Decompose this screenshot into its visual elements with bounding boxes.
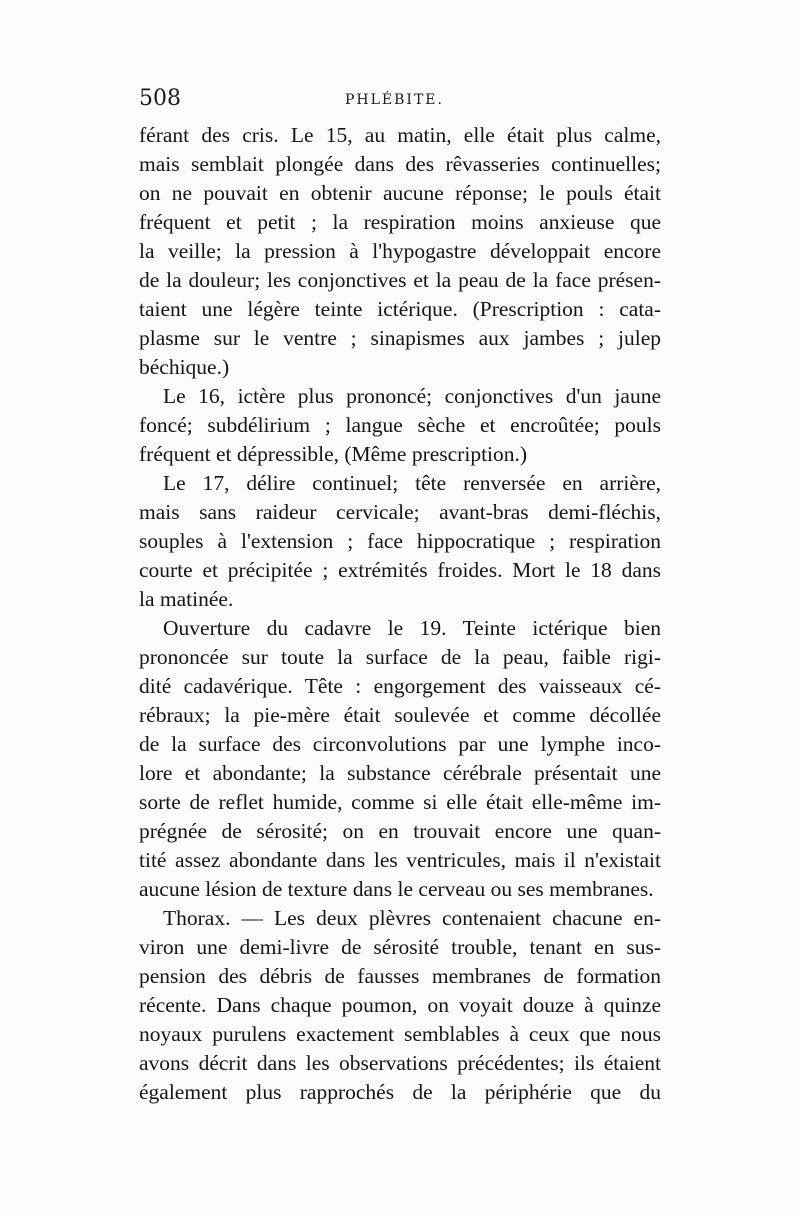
text-line: férant des cris. Le 15, au matin, elle était plus calme,	[139, 123, 661, 147]
text-line: prégnée de sérosité; on en trouvait encore une quan-	[139, 819, 661, 843]
text-line: la veille; la pression à l'hypogastre développait encore	[139, 239, 661, 263]
text-line: rébraux; la pie-mère était soulevée et comme décollée	[139, 703, 661, 727]
text-line: aucune lésion de texture dans le cerveau ou ses membranes.	[139, 877, 654, 901]
text-line: fréquent et petit ; la respiration moins anxieuse que	[139, 210, 661, 234]
paragraph-first-line: Le 17, délire continuel; tête renversée en arrière,	[163, 471, 661, 495]
page-header	[139, 86, 661, 120]
text-line: avons décrit dans les observations précédentes; ils étaient	[139, 1051, 661, 1075]
text-line: plasme sur le ventre ; sinapismes aux jambes ; julep	[139, 326, 661, 350]
text-line: béchique.)	[139, 355, 230, 379]
paragraph-first-line: Ouverture du cadavre le 19. Teinte ictérique bien	[163, 616, 661, 640]
text-line: noyaux purulens exactement semblables à ceux que nous	[139, 1022, 661, 1046]
text-line: récente. Dans chaque poumon, on voyait douze à quinze	[139, 993, 661, 1017]
text-line: mais semblait plongée dans des rêvasseries continuelles;	[139, 152, 661, 176]
text-line: fréquent et dépressible, (Même prescription.)	[139, 442, 528, 466]
running-head: PHLÉBITE.	[345, 92, 444, 108]
text-line: taient une légère teinte ictérique. (Prescription : cata-	[139, 297, 661, 321]
paragraph-first-line: Thorax. — Les deux plèvres contenaient chacune en-	[163, 906, 661, 930]
paragraph-first-line: Le 16, ictère plus prononcé; conjonctives d'un jaune	[163, 384, 661, 408]
text-line: mais sans raideur cervicale; avant-bras demi-fléchis,	[139, 500, 661, 524]
text-line: courte et précipitée ; extrémités froides. Mort le 18 dans	[139, 558, 661, 582]
text-line: de la surface des circonvolutions par une lymphe inco-	[139, 732, 661, 756]
text-line: lore et abondante; la substance cérébrale présentait une	[139, 761, 661, 785]
text-line: dité cadavérique. Tête : engorgement des vaisseaux cé-	[139, 674, 661, 698]
text-line: également plus rapprochés de la périphérie que du	[139, 1080, 661, 1104]
text-line: tité assez abondante dans les ventricules, mais il n'existait	[139, 848, 661, 872]
text-line: viron une demi-livre de sérosité trouble, tenant en sus-	[139, 935, 661, 959]
text-line: pension des débris de fausses membranes de formation	[139, 964, 661, 988]
text-line: souples à l'extension ; face hippocratique ; respiration	[139, 529, 661, 553]
text-line: on ne pouvait en obtenir aucune réponse; le pouls était	[139, 181, 661, 205]
page-number: 508	[139, 86, 181, 111]
text-line: prononcée sur toute la surface de la peau, faible rigi-	[139, 645, 661, 669]
text-line: la matinée.	[139, 587, 234, 611]
text-line: sorte de reflet humide, comme si elle était elle-même im-	[139, 790, 661, 814]
text-line: foncé; subdélirium ; langue sèche et encroûtée; pouls	[139, 413, 661, 437]
text-line: de la douleur; les conjonctives et la peau de la face présen-	[139, 268, 661, 292]
body-text	[139, 121, 661, 1107]
